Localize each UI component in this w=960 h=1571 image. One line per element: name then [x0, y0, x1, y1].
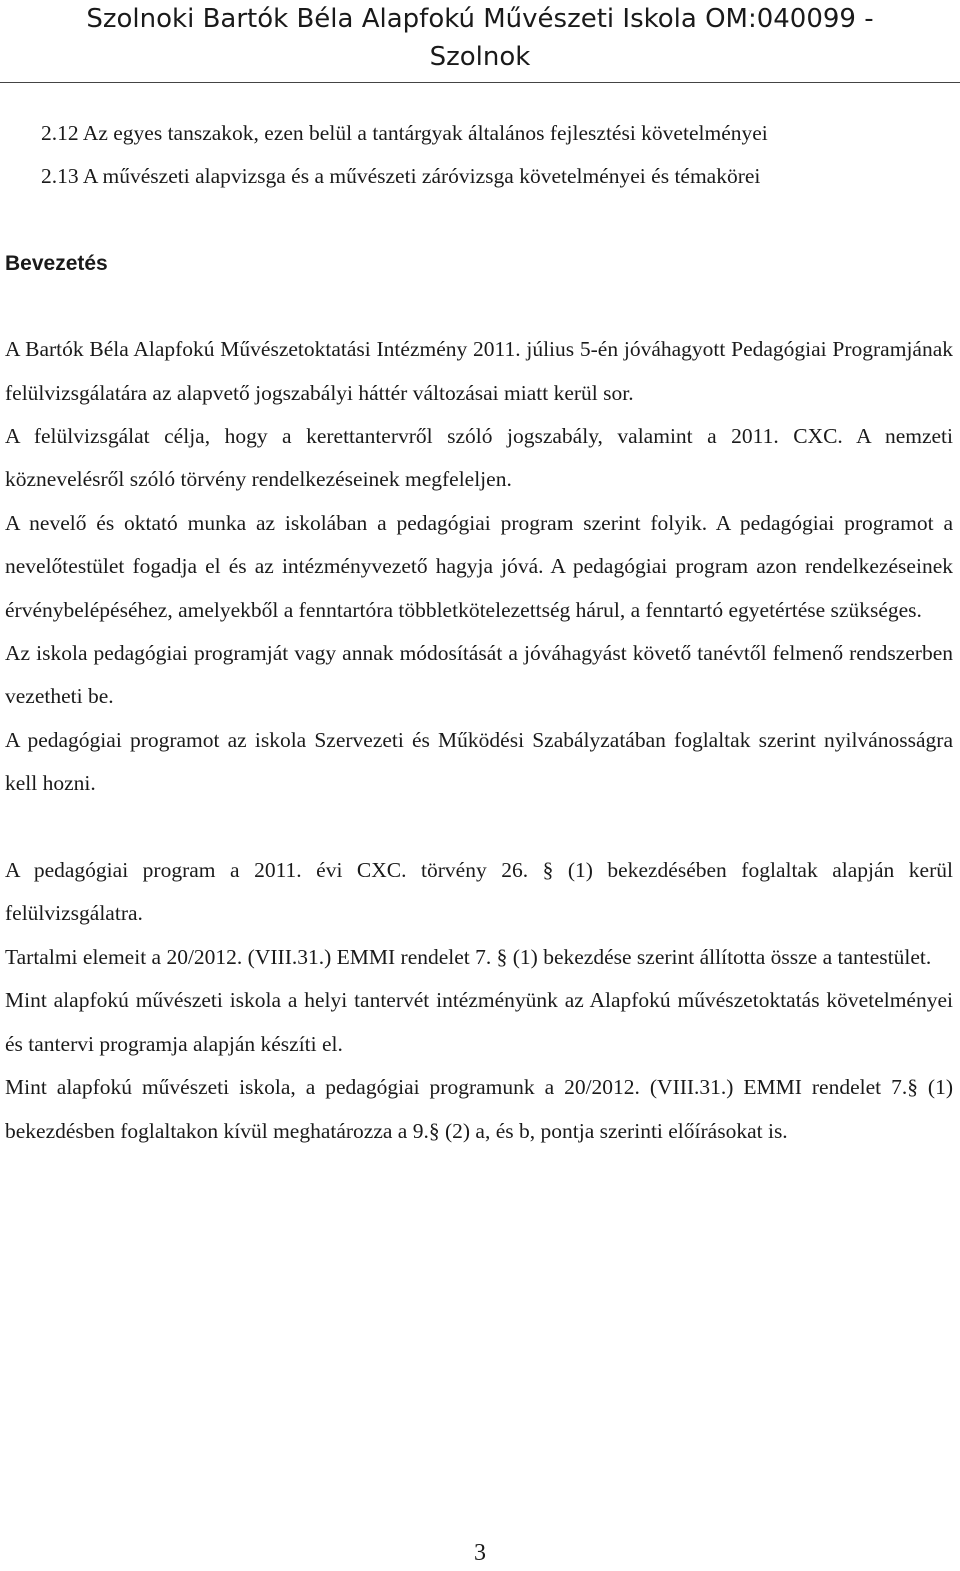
paragraph: A pedagógiai program a 2011. évi CXC. törvény 26. § (1) bekezdésében foglaltak alapján kerül felülvizsgálatra.: [5, 858, 953, 926]
paragraph: Az iskola pedagógiai programját vagy annak módosítását a jóváhagyást követő tanévtől felmenő rendszerben vezetheti be.: [5, 641, 953, 709]
paragraph: A felülvizsgálat célja, hogy a kerettantervről szóló jogszabály, valamint a 2011. CXC. A nemzeti köznevelésről szóló törvény rendelkezéseinek megfeleljen.: [5, 424, 953, 492]
page-number: 3: [474, 1540, 486, 1566]
paragraph: A pedagógiai programot az iskola Szervezeti és Működési Szabályzatában foglaltak szerint nyilvánosságra kell hozni.: [5, 727, 953, 796]
page-header: [0, 0, 960, 76]
paragraph: A nevelő és oktató munka az iskolában a pedagógiai program szerint folyik. A pedagógiai programot a nevelőtestület fogadja el és az intézményvezető hagyja jóvá. A pedagógiai program azon rendelkezéseinek érvénybelépéséhez, amelyekből a fenntartóra többletkötelezettség hárul, a fenntartó egyetértése szükséges.: [5, 510, 953, 622]
paragraph: Tartalmi elemeit a 20/2012. (VIII.31.) EMMI rendelet 7. § (1) bekezdése szerint állította össze a tantestület.: [5, 944, 932, 969]
section-heading: Bevezetés: [5, 251, 108, 275]
toc-item: 2.13 A művészeti alapvizsga és a művészeti záróvizsga követelményei és témakörei: [41, 164, 761, 189]
document-body: [5, 112, 953, 1153]
paragraph: Mint alapfokú művészeti iskola, a pedagógiai programunk a 20/2012. (VIII.31.) EMMI rendelet 7.§ (1) bekezdésben foglaltakon kívül meghatározza a 9.§ (2) a, és b, pontja szerinti előírásokat is.: [5, 1075, 953, 1143]
blank-line: [5, 806, 953, 849]
paragraph: A Bartók Béla Alapfokú Művészetoktatási Intézmény 2011. július 5-én jóváhagyott Pedagógiai Programjának felülvizsgálatára az alapvető jogszabályi háttér változásai miatt kerül sor.: [5, 337, 953, 405]
paragraph: Mint alapfokú művészeti iskola a helyi tantervét intézményünk az Alapfokú művészetoktatás követelményei és tantervi programja alapján készíti el.: [5, 988, 953, 1056]
header-title-line2: Szolnok: [429, 42, 531, 72]
toc-item: 2.12 Az egyes tanszakok, ezen belül a tantárgyak általános fejlesztési követelményei: [41, 121, 768, 145]
header-divider: [0, 82, 960, 83]
header-title-line1: Szolnoki Bartók Béla Alapfokú Művészeti Iskola OM:040099 -: [86, 4, 874, 34]
